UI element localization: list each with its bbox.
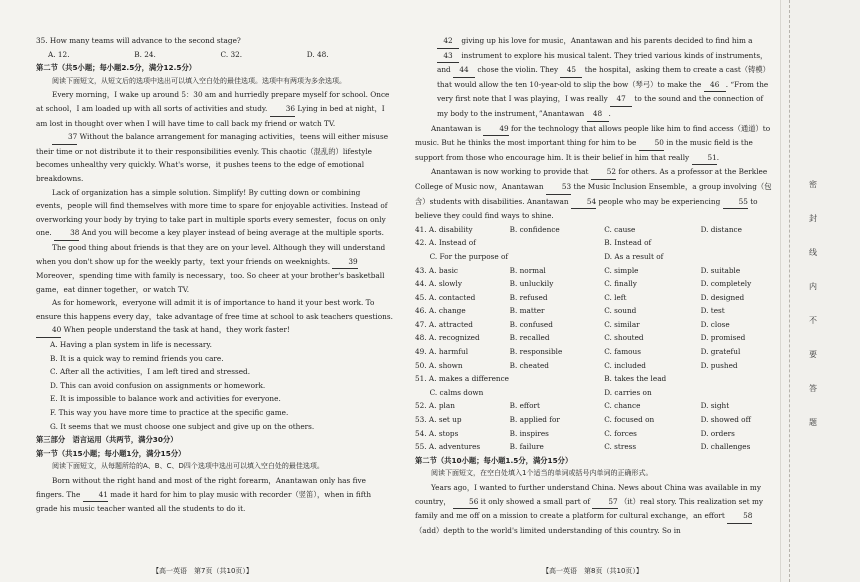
choice-item: C. After all the activities，I am left tired and stressed.	[50, 367, 251, 377]
part-3-title: 第三部分 语言运用（共两节，满分30分）	[36, 435, 178, 445]
option-row	[415, 427, 772, 441]
passage-text: instrument to explore his musical talent. They tried various kinds of instruments，and	[437, 50, 768, 75]
option	[701, 250, 772, 264]
passage-text: The good thing about friends is that they are on your level. Although they will understand when you don't show up for the weekly party，text your friends on weeknights.	[36, 242, 386, 266]
option: 44. A. slowly	[415, 279, 463, 289]
option-row	[415, 304, 772, 318]
option-row	[415, 277, 772, 291]
seal-char: 要	[809, 350, 817, 359]
option: 51. A. makes a difference	[415, 374, 509, 384]
option: B. takes the lead	[604, 374, 667, 384]
option: D. As a result of	[604, 251, 664, 261]
option: D. designed	[700, 292, 745, 302]
passage-text: for the technology that allows people like him to find access（通道）to music. But he thinks the most important thing for him to be	[415, 123, 771, 148]
option: B. refused	[509, 292, 548, 302]
option: C. 32.	[220, 49, 243, 59]
option	[701, 236, 772, 250]
passage-text: to the sound and the connection of my body to the instrument，”Anantawan	[437, 94, 764, 118]
choice-item: F. This way you have more time to practice at the specific game.	[50, 408, 289, 418]
option: C. forces	[604, 428, 637, 438]
seal-line-notice	[803, 168, 823, 440]
option: C. famous	[604, 347, 641, 357]
option: D. sight	[700, 401, 730, 411]
blank-46: 46	[704, 78, 726, 93]
passage-text: chose the violin. They	[477, 65, 559, 75]
option: 43. A. basic	[415, 265, 459, 275]
blank-45: 45	[560, 63, 582, 78]
option: D. suitable	[700, 265, 741, 275]
option	[701, 386, 772, 400]
option-row	[415, 440, 772, 454]
option: B. confused	[509, 319, 553, 329]
cut-line	[789, 0, 790, 582]
option	[510, 236, 605, 250]
option: 49. A. harmful	[415, 347, 469, 357]
option-row	[415, 399, 772, 413]
option: D. close	[700, 319, 730, 329]
choice-item: A. Having a plan system in life is necessary.	[50, 340, 212, 350]
passage-paragraph	[36, 88, 393, 130]
option: C. focused on	[604, 415, 655, 425]
option: D. carries on	[604, 387, 652, 397]
option-row	[415, 236, 772, 250]
exam-page-7	[0, 0, 405, 582]
blank-54: 54	[571, 195, 596, 210]
choice-list	[36, 338, 393, 433]
option-row	[415, 318, 772, 332]
option: D. grateful	[700, 347, 741, 357]
blank-43: 43	[437, 49, 459, 64]
passage-text: And you will become a key player instead of being average at the multiple sports.	[81, 228, 384, 238]
blank-56: 56	[453, 495, 478, 510]
page-footer: 【高一英语 第8页（共10页）】	[542, 567, 643, 575]
choice-item: D. This can avoid confusion on assignments or homework.	[50, 380, 266, 390]
option: B. Instead of	[604, 238, 652, 248]
blank-39: 39	[332, 255, 357, 270]
option: D. 48.	[306, 49, 329, 59]
option-row	[415, 372, 772, 386]
option-row	[415, 223, 772, 237]
option: B. 24.	[134, 49, 156, 59]
option: D. showed off	[700, 415, 751, 425]
blank-38: 38	[54, 226, 79, 241]
question-35-options	[36, 48, 393, 62]
seal-char: 不	[809, 316, 817, 325]
option: C. similar	[604, 319, 640, 329]
option: C. sound	[604, 306, 637, 316]
passage-text: giving up his love for music，Anantawan and his parents decided to find him a	[461, 36, 753, 45]
blank-53: 53	[546, 180, 571, 195]
blank-47: 47	[610, 92, 632, 107]
passage-text: Every morning，I wake up around 5：30 am and hurriedly prepare myself for school. Once at school，I am loaded up with all sorts of activities and study.	[36, 90, 390, 113]
passage-text: made it hard for him to play music with recorder（竖笛），when in fifth grade his music teacher wanted all the students to do it.	[36, 489, 372, 514]
option: C. stress	[604, 442, 637, 452]
blank-52: 52	[591, 165, 616, 180]
option: A. 12.	[48, 49, 70, 59]
option: B. confidence	[509, 224, 560, 234]
cloze-paragraph	[36, 474, 393, 516]
option: D. completely	[700, 279, 752, 289]
option-row	[415, 386, 772, 400]
option	[510, 250, 605, 264]
option: B. cheated	[509, 360, 549, 370]
option-row	[415, 250, 772, 264]
passage-text: Moreover，spending time with family is necessary，too. So cheer at your brother's basketball game，eat dinner together，or watch TV.	[36, 271, 385, 294]
binding-margin	[780, 0, 860, 582]
option: D. promised	[700, 333, 746, 343]
blank-58: 58	[727, 509, 752, 524]
choice-item: E. It is impossible to balance work and activities for everyone.	[50, 394, 281, 404]
passage-text: for others. As a professor at the Berklee College of Music now，Anantawan	[415, 167, 768, 191]
section-2-title: 第二节（共10小题；每小题1.5分，满分15分）	[415, 455, 573, 465]
passage-text: to believe they could find ways to shine.	[415, 196, 758, 221]
passage-text: Lying in bed at night，I am lost in thought over when I will have time to call back my friend or watch TV.	[36, 103, 385, 128]
option: 52. A. plan	[415, 401, 455, 411]
option-row	[415, 345, 772, 359]
section-2-title: 第二节（共5小题；每小题2.5分，满分12.5分）	[36, 63, 197, 73]
option	[510, 386, 605, 400]
passage-text: Lack of organization has a simple solution. Simplify! By cutting down or combining events，people will find themselves with more time to spare for enjoyable activities. Instead of overworking your body by trying to take part in multiple sports every semester，focus on only one.	[36, 187, 388, 238]
passage-text: Born without the right hand and most of the right forearm，Anantawan only has five fingers. The	[36, 476, 366, 499]
option: B. unluckily	[509, 279, 554, 289]
option: B. matter	[509, 306, 545, 316]
option: C. calms down	[415, 387, 484, 397]
cloze-paragraph	[415, 165, 772, 222]
passage-text: When people understand the task at hand，they work faster!	[63, 325, 290, 335]
option: B. normal	[509, 265, 546, 275]
section-2-instruction: 阅读下面短文，在空白处填入1个适当的单词或括号内单词的正确形式。	[431, 469, 653, 478]
option: 47. A. attracted	[415, 319, 473, 329]
option: B. effort	[509, 401, 540, 411]
option: B. applied for	[509, 415, 560, 425]
option: 54. A. stops	[415, 428, 459, 438]
option: C. left	[604, 292, 627, 302]
passage-paragraph	[36, 241, 393, 296]
passage-text: Anantawan is	[431, 123, 481, 133]
blank-41: 41	[83, 488, 108, 503]
seal-char: 题	[809, 418, 817, 427]
option	[701, 372, 772, 386]
passage-text: Anantawan is now working to provide that	[431, 167, 589, 177]
blank-50: 50	[639, 136, 664, 151]
option: B. recalled	[509, 333, 550, 343]
option: C. included	[604, 360, 646, 370]
seal-char: 封	[809, 214, 817, 223]
seal-char: 线	[809, 248, 817, 257]
option: 46. A. change	[415, 306, 466, 316]
seal-char: 答	[809, 384, 817, 393]
passage-text: people who may be experiencing	[598, 196, 721, 206]
section-1-instruction: 阅读下面短文，从每题所给的A、B、C、D四个选项中选出可以填入空白处的最佳选项。	[52, 462, 324, 471]
passage-text: . “From the very first note that I was playing，I was really	[437, 79, 769, 104]
option: C. chance	[604, 401, 641, 411]
question-35: 35. How many teams will advance to the second stage?	[36, 36, 241, 45]
blank-55: 55	[723, 195, 748, 210]
passage-paragraph	[36, 186, 393, 241]
passage-text: the hospital，asking them to create a cast（铸模）that would allow the ten 10-year-old to slip the bow（琴弓）to make the	[437, 65, 770, 89]
option: 48. A. recognized	[415, 333, 480, 343]
option: 53. A. set up	[415, 415, 462, 425]
option: 55. A. adventures	[415, 442, 481, 452]
option: C. cause	[604, 224, 636, 234]
cloze-options	[415, 223, 772, 454]
option: D. orders	[700, 428, 735, 438]
passage-paragraph	[36, 296, 393, 338]
grammar-paragraph	[415, 481, 772, 537]
page-footer: 【高一英语 第7页（共10页）】	[152, 567, 253, 575]
passage-text: the Music Inclusion Ensemble，a group involving（包含）students with disabilities. Anantawan	[415, 181, 772, 206]
section-2-instruction: 阅读下面短文，从短文后的选项中选出可以填入空白处的最佳选项。选项中有两项为多余选项。	[52, 76, 346, 85]
passage-text: As for homework，everyone will admit it is of importance to hand it your best work. To ensure this happens every day，take advantage of free time at school to ask teachers questions.	[36, 298, 393, 321]
seal-char: 内	[809, 282, 817, 291]
option: C. simple	[604, 265, 639, 275]
option: D. pushed	[700, 360, 738, 370]
blank-51: 51	[692, 151, 717, 166]
option: C. finally	[604, 279, 637, 289]
choice-item: B. It is a quick way to remind friends you care.	[50, 353, 224, 363]
cloze-paragraph: Anantawan is 49 for the technology that allows people like him to find access（通道）to music. But he thinks the most important thing for him to be 50 in the music field is the support from those who encourage him. It is their belief in him that really 51.	[415, 122, 772, 166]
blank-48: 48	[587, 107, 609, 122]
passage-paragraph	[36, 130, 393, 185]
option: D. distance	[700, 224, 742, 234]
option: C. For the purpose of	[415, 251, 509, 261]
blank-42: 42	[437, 34, 459, 49]
option-row	[415, 291, 772, 305]
option-row	[415, 359, 772, 373]
choice-item: G. It seems that we must choose one subject and give up on the others.	[50, 421, 315, 431]
passage-text: （it）real story. This realization set my family and me off on a mission to create a platform for cultural exchange，an effort	[415, 496, 764, 521]
option-row	[415, 331, 772, 345]
option: B. responsible	[509, 347, 563, 357]
passage-text: Years ago，I wanted to further understand China. News about China was available in my country，	[415, 483, 761, 506]
seal-char: 密	[809, 180, 817, 189]
option: C. shouted	[604, 333, 644, 343]
blank-36: 36	[270, 102, 295, 117]
option: B. inspires	[509, 428, 549, 438]
option-row	[415, 264, 772, 278]
passage-text: it only showed a small part of	[480, 496, 591, 506]
section-1-title: 第一节（共15小题；每小题1分，满分15分）	[36, 448, 186, 458]
option	[510, 372, 605, 386]
option: 41. A. disability	[415, 224, 473, 234]
option: 50. A. shown	[415, 360, 463, 370]
blank-44: 44	[453, 63, 475, 78]
blank-40: 40	[36, 323, 61, 338]
option: 45. A. contacted	[415, 292, 476, 302]
passage-text: （add）depth to the world's limited understanding of this country. So in	[415, 525, 681, 535]
option-row	[415, 413, 772, 427]
blank-37: 37	[52, 130, 77, 145]
option: D. test	[700, 306, 725, 316]
exam-page-8	[405, 0, 780, 582]
cloze-paragraph: 42 giving up his love for music，Anantawan and his parents decided to find him a 43 instrument to explore his musical talent. They tried various kinds of instruments，and 44 chose the violin. They 45 the hospital，asking them to create a cast（铸模）that would allow the ten 10-year-old to slip the bow（琴弓）to make the 46 . “From the very first note that I was playing，I was really 47 to the sound and the connection of my body to the instrument，”Anantawan 48 .	[415, 34, 772, 122]
blank-49: 49	[483, 122, 508, 137]
option: D. challenges	[700, 442, 751, 452]
passage-text: Without the balance arrangement for managing activities，teens will either misuse their time or not distribute it to their responsibilities evenly. This chaotic（混乱的）lifestyle becomes unhealthy very quickly. What's worse，it pushes teens to the edge of emotional breakdowns.	[36, 132, 389, 183]
passage-text: in the music field is the support from those who encourage him. It is their belief in him that really	[415, 138, 753, 162]
option: B. failure	[509, 442, 544, 452]
blank-57: 57	[592, 495, 617, 510]
option: 42. A. Instead of	[415, 238, 476, 248]
